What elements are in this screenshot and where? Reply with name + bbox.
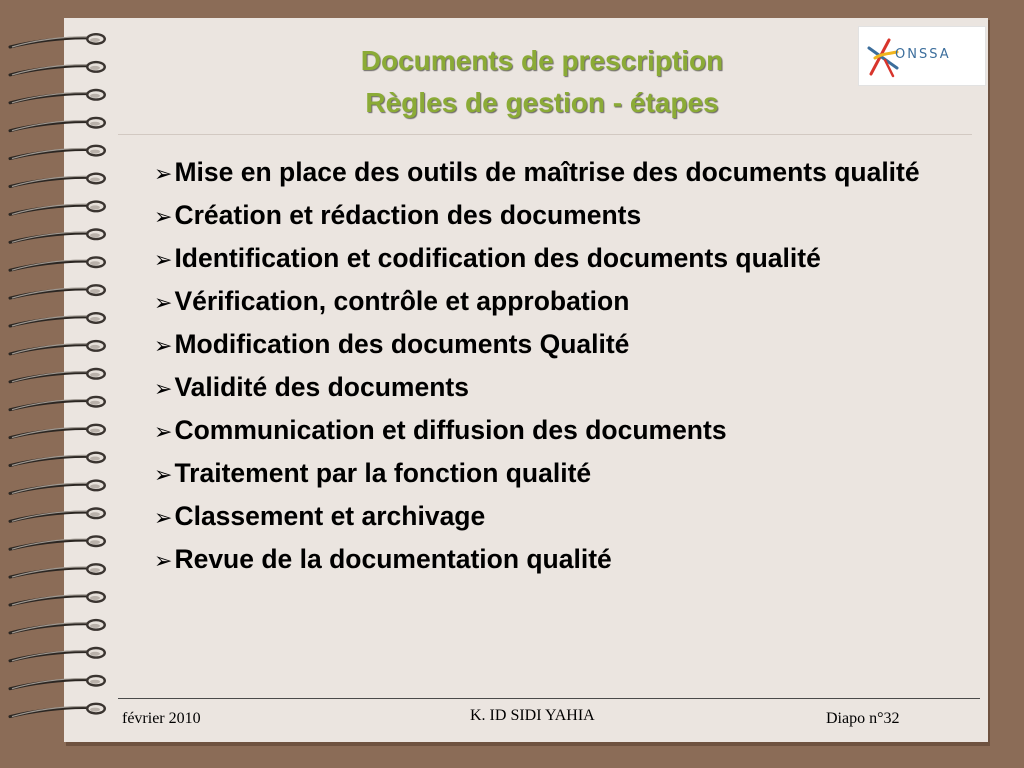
- bullet-item: [154, 539, 928, 582]
- spiral-binding-icon: [0, 0, 120, 768]
- bullet-text: Mise en place des outils de maîtrise des documents qualité: [174, 157, 920, 187]
- arrow-bullet-icon: ➢: [154, 248, 173, 273]
- bullet-text: Vérification, contrôle et approbation: [174, 286, 630, 316]
- arrow-bullet-icon: ➢: [154, 420, 173, 445]
- footer-divider: [118, 698, 980, 699]
- bullet-item: [154, 238, 928, 281]
- footer-page-number: Diapo n°32: [826, 710, 900, 727]
- bullet-item: [154, 324, 928, 367]
- arrow-bullet-icon: ➢: [154, 205, 173, 230]
- slide-title: Documents de prescription: [360, 45, 724, 76]
- arrow-bullet-icon: ➢: [154, 549, 173, 574]
- logo-text: ONSSA: [895, 47, 951, 62]
- bullet-text: Création et rédaction des documents: [174, 200, 642, 230]
- slide-subtitle: Règles de gestion - étapes: [365, 87, 719, 118]
- bullet-text: Communication et diffusion des documents: [174, 415, 727, 445]
- bullet-text: Identification et codification des documents qualité: [174, 243, 821, 273]
- bullet-text: Traitement par la fonction qualité: [174, 458, 592, 488]
- arrow-bullet-icon: ➢: [154, 506, 173, 531]
- bullet-item: [154, 410, 928, 453]
- bullet-text: Classement et archivage: [174, 501, 486, 531]
- header-divider: [118, 134, 972, 135]
- bullet-item: [154, 281, 928, 324]
- bullet-text: Revue de la documentation qualité: [174, 544, 612, 574]
- bullet-item: [154, 152, 928, 195]
- arrow-bullet-icon: ➢: [154, 162, 173, 187]
- onssa-logo: [858, 26, 986, 86]
- bullet-text: Validité des documents: [174, 372, 469, 402]
- bullet-list: [154, 152, 928, 582]
- bullet-item: [154, 195, 928, 238]
- arrow-bullet-icon: ➢: [154, 463, 173, 488]
- footer-author: K. ID SIDI YAHIA: [470, 707, 595, 724]
- arrow-bullet-icon: ➢: [154, 377, 173, 402]
- bullet-text: Modification des documents Qualité: [174, 329, 630, 359]
- arrow-bullet-icon: ➢: [154, 291, 173, 316]
- footer-date: février 2010: [122, 710, 201, 727]
- bullet-item: [154, 496, 928, 539]
- bullet-item: [154, 453, 928, 496]
- bullet-item: [154, 367, 928, 410]
- arrow-bullet-icon: ➢: [154, 334, 173, 359]
